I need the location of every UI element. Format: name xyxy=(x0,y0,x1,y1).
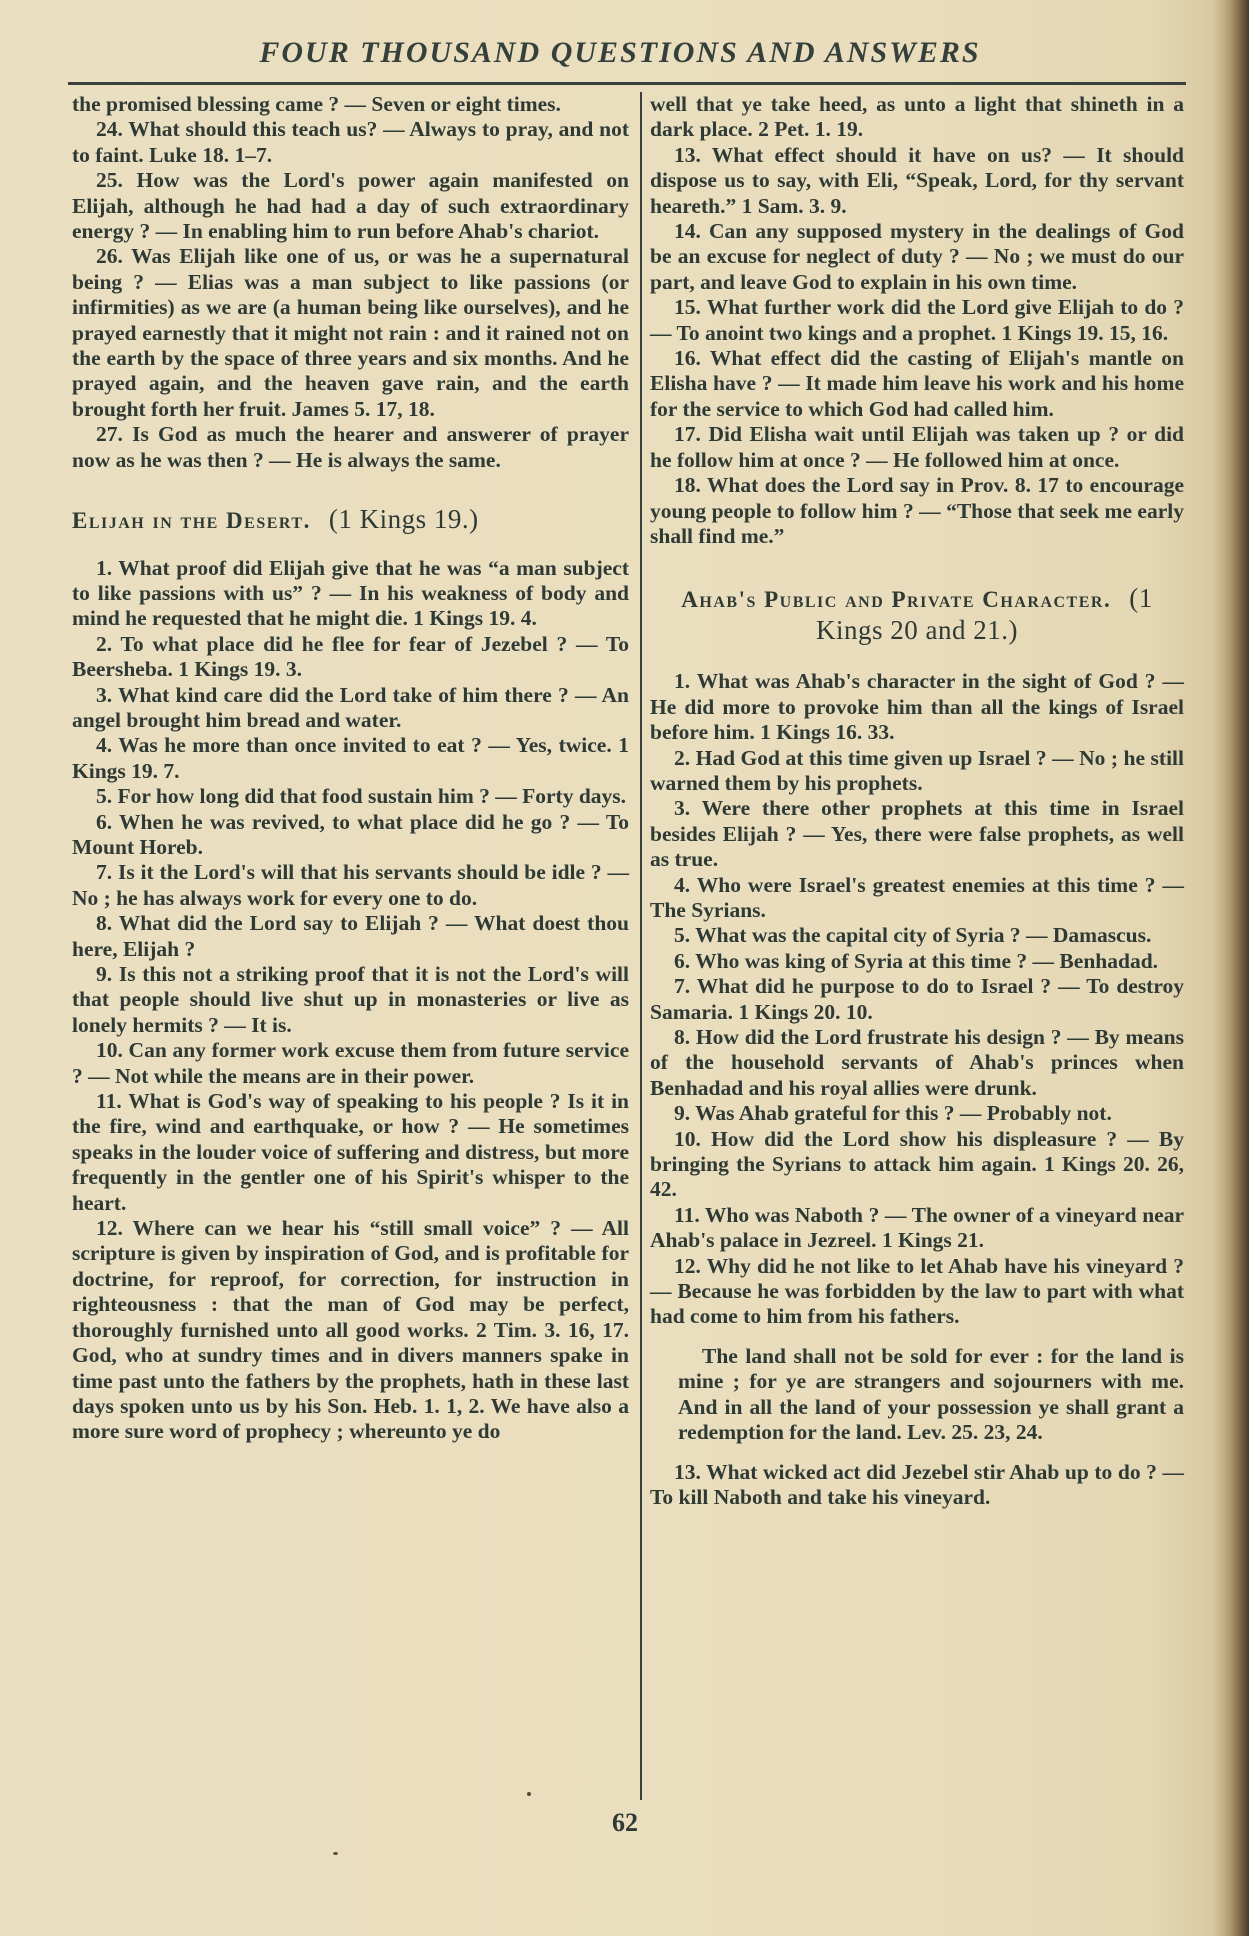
question-8: 8. What did the Lord say to Elijah ? — What doest thou here, Elijah ? xyxy=(72,911,629,961)
question-24: 24. What should this teach us? — Always to pray, and not to faint. Luke 18. 1–7. xyxy=(72,117,629,167)
question-8: 8. How did the Lord frustrate his design ? — By means of the household servants of Ahab's princes when Benhadad and his royal allies were drunk. xyxy=(650,1025,1184,1100)
section-reference: (1 Kings 19.) xyxy=(328,504,479,535)
question-13: 13. What effect should it have on us? — It should dispose us to say, with Eli, “Speak, Lord, for thy servant heareth.” 1 Sam. 3. 9. xyxy=(650,142,1184,218)
question-10: 10. Can any former work excuse them from future service ? — Not while the means are in their power. xyxy=(72,1038,629,1088)
right-column xyxy=(650,92,1184,1510)
question-16: 16. What effect did the casting of Elijah's mantle on Elisha have ? — It made him leave his work and his home for the service to which God had called him. xyxy=(650,346,1184,421)
question-25: 25. How was the Lord's power again manifested on Elijah, although he had had a day of such extraordinary energy ? — In enabling him to run before Ahab's chariot. xyxy=(72,168,629,244)
question-5: 5. For how long did that food sustain him ? — Forty days. xyxy=(96,784,627,809)
question-6: 6. Who was king of Syria at this time ? — Benhadad. xyxy=(674,948,1159,973)
question-6: 6. When he was revived, to what place did he go ? — To Mount Horeb. xyxy=(72,809,629,859)
section-title: Elijah in the Desert. xyxy=(72,508,311,534)
question-27: 27. Is God as much the hearer and answerer of prayer now as he was then ? — He is always the same. xyxy=(72,422,629,472)
section-heading-elijah-desert xyxy=(72,504,629,535)
question-7: 7. Is it the Lord's will that his servants should be idle ? — No ; he has always work for every one to do. xyxy=(72,860,629,910)
section-heading-ahab-character xyxy=(650,583,1184,647)
section-title: Ahab's Public and Private Character. xyxy=(681,587,1112,613)
question-1: 1. What was Ahab's character in the sight of God ? — He did more to provoke him than all the kings of Israel before him. 1 Kings 16. 33. xyxy=(650,669,1184,745)
question-4: 4. Who were Israel's greatest enemies at this time ? — The Syrians. xyxy=(650,872,1184,922)
question-2: 2. Had God at this time given up Israel ? — No ; he still warned them by his prophets. xyxy=(650,745,1184,795)
question-12: 12. Where can we hear his “still small voice” ? — All scripture is given by inspiration of God, and is profitable for doctrine, for reproof, for correction, for instruction in righteousness : that the man of God may be perfect, thoroughly furnished unto all good works. 2 Tim. 3. 16, 17. God, who at sundry times and in divers manners spake in time past unto the fathers by the prophets, hath in these last days spoken unto us by his Son. Heb. 1. 1, 2. We have also a more sure word of prophecy ; whereunto ye do xyxy=(72,1216,629,1444)
question-14: 14. Can any supposed mystery in the dealings of God be an excuse for neglect of duty ? — No ; we must do our part, and leave God to explain in his own time. xyxy=(650,219,1184,294)
question-11: 11. What is God's way of speaking to his people ? Is it in the fire, wind and earthquake, or how ? — He sometimes speaks in the louder voice of suffering and distress, but more frequently in the gentler one of his Spirit's whisper to the heart. xyxy=(72,1089,629,1215)
question-3: 3. What kind care did the Lord take of him there ? — An angel brought him bread and water. xyxy=(72,682,629,732)
question-4: 4. Was he more than once invited to eat ? — Yes, twice. 1 Kings 19. 7. xyxy=(72,733,629,783)
header-rule xyxy=(68,82,1186,85)
question-13: 13. What wicked act did Jezebel stir Ahab up to do ? — To kill Naboth and take his vineyard. xyxy=(650,1459,1184,1509)
quote-text: The land shall not be sold for ever : for the land is mine ; for ye are strangers and sojourners with me. And in all the land of your possession ye shall grant a redemption for the land. Lev. 25. 23, 24. xyxy=(678,1343,1184,1445)
question-5: 5. What was the capital city of Syria ? — Damascus. xyxy=(674,923,1152,948)
paragraph-continuation: well that ye take heed, as unto a light that shineth in a dark place. 2 Pet. 1. 19. xyxy=(650,92,1184,142)
page-number: 62 xyxy=(612,1808,638,1837)
left-column xyxy=(72,92,629,1445)
section-reference: (1 Kings 20 and 21.) xyxy=(816,583,1153,646)
paper-speck xyxy=(333,1852,338,1855)
question-15: 15. What further work did the Lord give Elijah to do ? — To anoint two kings and a prophet. 1 Kings 19. 15, 16. xyxy=(650,295,1184,345)
book-spine-shadow xyxy=(1222,0,1249,1936)
question-18: 18. What does the Lord say in Prov. 8. 17 to encourage young people to follow him ? — “Those that seek me early shall find me.” xyxy=(650,473,1184,548)
paragraph: the promised blessing came ? — Seven or eight times. xyxy=(72,92,561,116)
question-7: 7. What did he purpose to do to Israel ? — To destroy Samaria. 1 Kings 20. 10. xyxy=(650,974,1184,1024)
question-2: 2. To what place did he flee for fear of Jezebel ? — To Beersheba. 1 Kings 19. 3. xyxy=(72,631,629,682)
question-10: 10. How did the Lord show his displeasure ? — By bringing the Syrians to attack him again. 1 Kings 20. 26, 42. xyxy=(650,1126,1184,1202)
question-9: 9. Is this not a striking proof that it is not the Lord's will that people should live shut up in monasteries or live as lonely hermits ? — It is. xyxy=(72,962,629,1037)
question-1: 1. What proof did Elijah give that he was “a man subject to like passions with us” ? — In his weakness of body and mind he requested that he might die. 1 Kings 19. 4. xyxy=(72,555,629,631)
scripture-quote-block xyxy=(678,1344,1184,1446)
question-17: 17. Did Elisha wait until Elijah was taken up ? or did he follow him at once ? — He followed him at once. xyxy=(650,422,1184,472)
question-11: 11. Who was Naboth ? — The owner of a vineyard near Ahab's palace in Jezreel. 1 Kings 21. xyxy=(650,1202,1184,1253)
question-9: 9. Was Ahab grateful for this ? — Probably not. xyxy=(674,1101,1112,1126)
paper-speck xyxy=(527,1792,531,1796)
question-12: 12. Why did he not like to let Ahab have his vineyard ? — Because he was forbidden by the law to part with what had come to him from his fathers. xyxy=(650,1253,1184,1329)
question-26: 26. Was Elijah like one of us, or was he a supernatural being ? — Elias was a man subject to like passions (or infirmities) as we are (a human being like ourselves), and he prayed earnestly that it might not rain : and it rained not on the earth by the space of three years and six months. And he prayed again, and the heaven gave rain, and the earth brought forth her fruit. James 5. 17, 18. xyxy=(72,244,629,421)
running-head: FOUR THOUSAND QUESTIONS AND ANSWERS xyxy=(259,36,981,69)
column-divider xyxy=(640,92,642,1800)
question-3: 3. Were there other prophets at this time in Israel besides Elijah ? — Yes, there were false prophets, as well as true. xyxy=(650,796,1184,872)
